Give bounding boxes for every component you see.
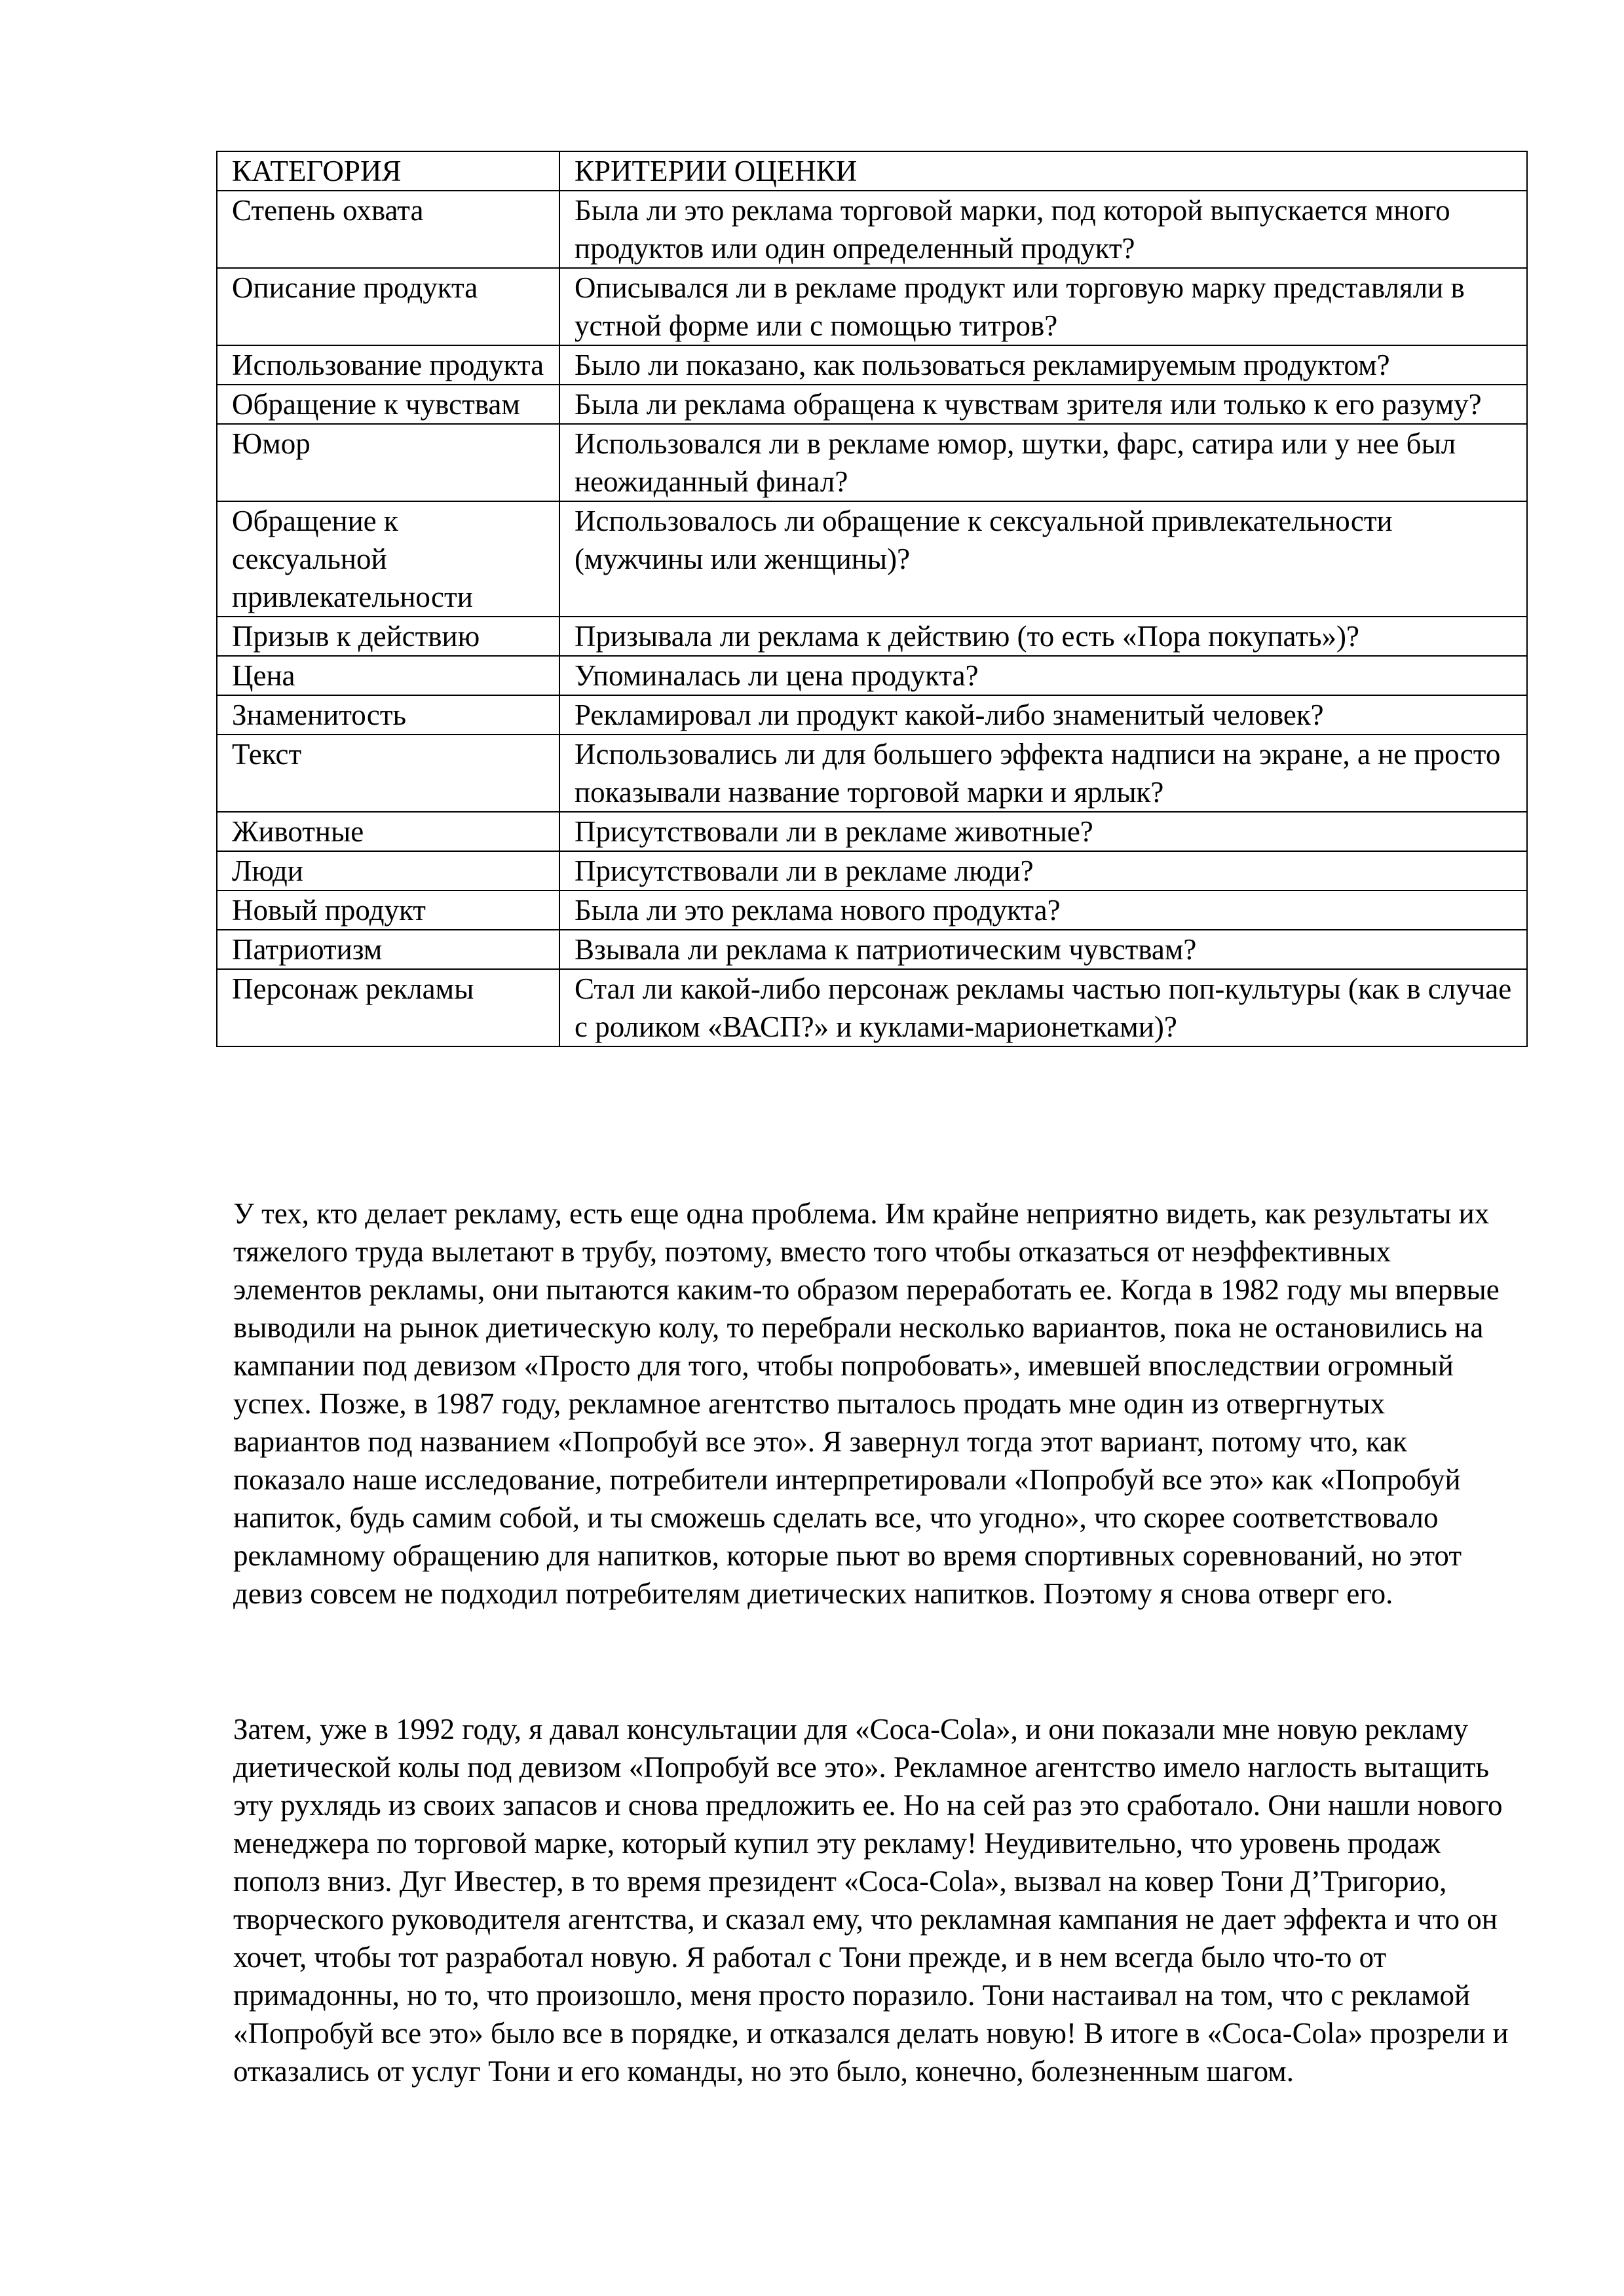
category-cell: Знаменитость	[217, 695, 559, 735]
criterion-cell: Использовались ли для большего эффекта надписи на экране, а не просто показывали название торговой марки и ярлык?	[559, 735, 1527, 812]
table-row	[217, 735, 1527, 812]
criterion-cell: Призывала ли реклама к действию (то есть «Пора покупать»)?	[559, 617, 1527, 656]
category-cell: Обращение к сексуальной привлекательности	[217, 501, 559, 617]
criterion-cell: Была ли это реклама нового продукта?	[559, 890, 1527, 930]
table-row	[217, 191, 1527, 268]
table-header-row	[217, 151, 1527, 191]
table-row	[217, 385, 1527, 424]
table-row	[217, 268, 1527, 345]
criterion-cell: Описывался ли в рекламе продукт или торговую марку представляли в устной форме или с помощью титров?	[559, 268, 1527, 345]
category-cell: Новый продукт	[217, 890, 559, 930]
table-row	[217, 930, 1527, 969]
criterion-cell: Была ли это реклама торговой марки, под которой выпускается много продуктов или один определенный продукт?	[559, 191, 1527, 268]
category-cell: Призыв к действию	[217, 617, 559, 656]
body-paragraph-1: У тех, кто делает рекламу, есть еще одна проблема. Им крайне неприятно видеть, как результаты их тяжелого труда вылетают в трубу, поэтому, вместо того чтобы отказаться от неэффективных элементов рекламы, они пытаются каким-то образом переработать ее. Когда в 1982 году мы впервые выводили на рынок диетическую колу, то перебрали несколько вариантов, пока не остановились на кампании под девизом «Просто для того, чтобы попробовать», имевшей впоследствии огромный успех. Позже, в 1987 году, рекламное агентство пыталось продать мне один из отвергнутых вариантов под названием «Попробуй все это». Я завернул тогда этот вариант, потому что, как показало наше исследование, потребители интерпретировали «Попробуй все это» как «Попробуй напиток, будь самим собой, и ты сможешь сделать все, что угодно», что скорее соответствовало рекламному обращению для напитков, которые пьют во время спортивных соревнований, но этот девиз совсем не подходил потребителям диетических напитков. Поэтому я снова отверг его.	[233, 1197, 1500, 1610]
table-row	[217, 424, 1527, 501]
category-cell: Текст	[217, 735, 559, 812]
header-criteria: КРИТЕРИИ ОЦЕНКИ	[559, 151, 1527, 191]
criterion-cell: Стал ли какой-либо персонаж рекламы частью поп-культуры (как в случае с роликом «ВАСП?» и куклами-марионетками)?	[559, 969, 1527, 1046]
criterion-cell: Присутствовали ли в рекламе животные?	[559, 812, 1527, 851]
criterion-cell: Упоминалась ли цена продукта?	[559, 656, 1527, 695]
table-row	[217, 969, 1527, 1046]
criterion-cell: Использовался ли в рекламе юмор, шутки, фарс, сатира или у нее был неожиданный финал?	[559, 424, 1527, 501]
table-row	[217, 890, 1527, 930]
table-row	[217, 656, 1527, 695]
criterion-cell: Взывала ли реклама к патриотическим чувствам?	[559, 930, 1527, 969]
criterion-cell: Была ли реклама обращена к чувствам зрителя или только к его разуму?	[559, 385, 1527, 424]
table-row	[217, 617, 1527, 656]
criterion-cell: Присутствовали ли в рекламе люди?	[559, 851, 1527, 890]
criteria-table	[216, 151, 1528, 1047]
category-cell: Персонаж рекламы	[217, 969, 559, 1046]
criterion-cell: Было ли показано, как пользоваться рекламируемым продуктом?	[559, 345, 1527, 385]
category-cell: Юмор	[217, 424, 559, 501]
table-row	[217, 345, 1527, 385]
category-cell: Цена	[217, 656, 559, 695]
category-cell: Обращение к чувствам	[217, 385, 559, 424]
criterion-cell: Использовалось ли обращение к сексуальной привлекательности (мужчины или женщины)?	[559, 501, 1527, 617]
category-cell: Использование продукта	[217, 345, 559, 385]
category-cell: Описание продукта	[217, 268, 559, 345]
category-cell: Люди	[217, 851, 559, 890]
criterion-cell: Рекламировал ли продукт какой-либо знаменитый человек?	[559, 695, 1527, 735]
category-cell: Степень охвата	[217, 191, 559, 268]
table-row	[217, 501, 1527, 617]
category-cell: Патриотизм	[217, 930, 559, 969]
table-row	[217, 695, 1527, 735]
criteria-table-body	[217, 151, 1527, 1046]
header-category: КАТЕГОРИЯ	[217, 151, 559, 191]
table-row	[217, 812, 1527, 851]
table-row	[217, 851, 1527, 890]
body-paragraph-2: Затем, уже в 1992 году, я давал консультации для «Coca-Cola», и они показали мне новую рекламу диетической колы под девизом «Попробуй все это». Рекламное агентство имело наглость вытащить эту рухлядь из своих запасов и снова предложить ее. Но на сей раз это сработало. Они нашли нового менеджера по торговой марке, который купил эту рекламу! Неудивительно, что уровень продаж пополз вниз. Дуг Ивестер, в то время президент «Coca-Cola», вызвал на ковер Тони Д’Тригорио, творческого руководителя агентства, и сказал ему, что рекламная кампания не дает эффекта и что он хочет, чтобы тот разработал новую. Я работал с Тони прежде, и в нем всегда было что-то от примадонны, но то, что произошло, меня просто поразило. Тони настаивал на том, что с рекламой «Попробуй все это» было все в порядке, и отказался делать новую! В итоге в «Coca-Cola» прозрели и отказались от услуг Тони и его команды, но это было, конечно, болезненным шагом.	[233, 1713, 1509, 2088]
category-cell: Животные	[217, 812, 559, 851]
